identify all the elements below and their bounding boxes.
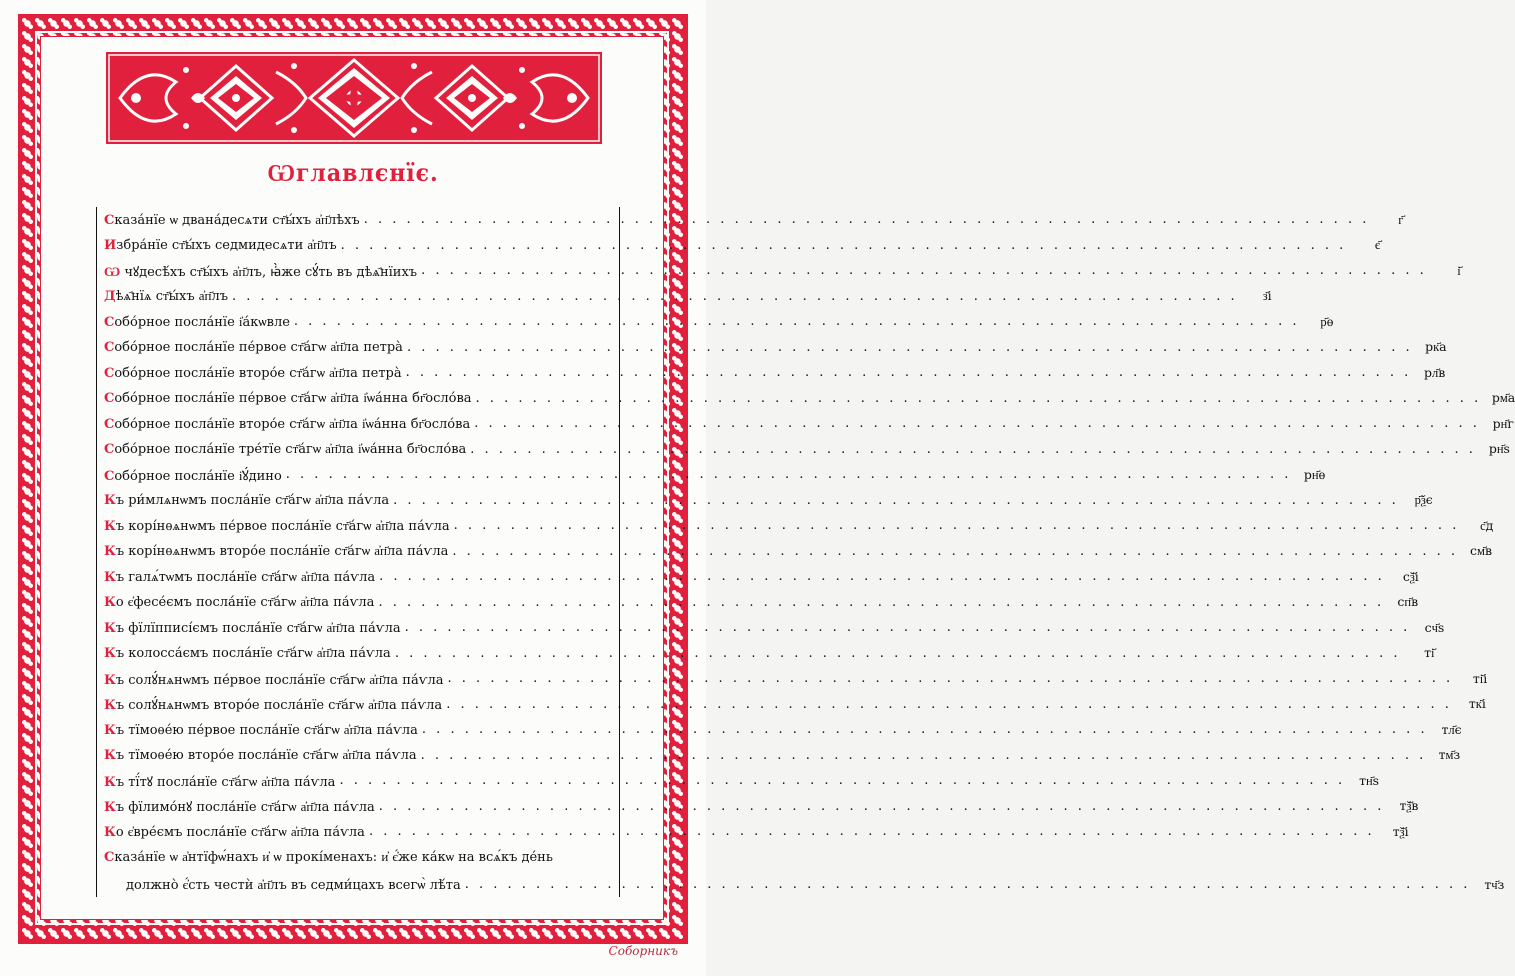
- toc-page-number: сч҃ѕ: [1424, 619, 1445, 635]
- toc-page-number: тн҃ѕ: [1359, 772, 1380, 788]
- toc-page-number: сп҃в: [1397, 594, 1419, 610]
- toc-entry-text: обо́рное посла́нїе і҆а́кѡвле: [114, 314, 290, 330]
- toc-entry-text: ъ солꙋ́нѧнѡмъ пе́рвое посла́нїе ст҃а́гѡ а҆п҃ла па́ѵла: [115, 672, 444, 688]
- toc-entry[interactable]: [104, 768, 1380, 794]
- toc-entry[interactable]: [104, 564, 1419, 590]
- dot-leader: . . . . . . . . . . . . . . . . . . . . . . . . . . . . . . . . . . . . . . . . . . . . . . . . . . . . . . . . . . . . . . . . . . . . . . .: [368, 824, 1375, 840]
- toc-entry-continuation[interactable]: [104, 872, 1505, 898]
- toc-entry-title: [104, 212, 360, 228]
- toc-entry-text: обо́рное посла́нїе второ́е ст҃а́гѡ а҆п҃ла і҆ѡа́нна бг҃осло́ва: [114, 416, 471, 432]
- dot-leader: . . . . . . . . . . . . . . . . . . . . . . . . . . . . . . . . . . . . . . . . . . . . . . . . . . . . . . . . . . . . . . . . . . . . . . .: [404, 620, 1411, 636]
- toc-page-number: тк҃і: [1468, 696, 1486, 712]
- toc-entry-title: [104, 797, 375, 815]
- dot-leader: . . . . . . . . . . . . . . . . . . . . . . . . . . . . . . . . . . . . . . . . . . . . . . . . . . . . . . . . . . . . . . . . . . . . . . .: [475, 390, 1482, 406]
- toc-entry[interactable]: [104, 258, 1461, 284]
- toc-page-number: тч҃з: [1484, 876, 1505, 892]
- toc-entry-initial: К: [104, 722, 116, 738]
- toc-page-number: рн҃г: [1492, 415, 1514, 431]
- toc-entry[interactable]: [104, 794, 1419, 820]
- toc-entry[interactable]: [104, 411, 1514, 437]
- toc-entry-title: [104, 237, 337, 253]
- toc-entry-title: [104, 518, 450, 534]
- toc-entry-title: [104, 824, 365, 840]
- dot-leader: . . . . . . . . . . . . . . . . . . . . . . . . . . . . . . . . . . . . . . . . . . . . . . . . . . . . . . . . . . . . . . . . . . . . . . .: [421, 263, 1427, 279]
- dot-leader: . . . . . . . . . . . . . . . . . . . . . . . . . . . . . . . . . . . . . . . . . . . . . . . . . . . . . . . . . . . . . . . . . . . . . . .: [464, 877, 1471, 893]
- toc-entry-text: обо́рное посла́нїе второ́е ст҃а́гѡ а҆п҃ла петра̀: [114, 365, 402, 381]
- toc-page-number: рк҃а: [1425, 339, 1447, 355]
- toc-page-number: з҃і: [1262, 288, 1272, 304]
- dot-leader: . . . . . . . . . . . . . . . . . . . . . . . . . . . . . . . . . . . . . . . . . . . . . . . . . . . . . . . . . . . . . . . . . . . . . . .: [394, 645, 1401, 661]
- toc-entry[interactable]: [104, 437, 1510, 463]
- toc-entry[interactable]: [104, 309, 1334, 335]
- toc-entry-title: [104, 722, 418, 738]
- toc-page-number: р҃ѳ: [1320, 313, 1334, 329]
- toc-page-number: тѯ҃в: [1399, 798, 1419, 814]
- toc-entry-initial: К: [104, 698, 116, 714]
- toc-entry[interactable]: [104, 743, 1461, 769]
- dot-leader: . . . . . . . . . . . . . . . . . . . . . . . . . . . . . . . . . . . . . . . . . . . . . . . . . . . . . . . . . . . . . . . . . . . . . . .: [378, 594, 1385, 610]
- toc-entry[interactable]: [104, 666, 1488, 692]
- toc-entry-title: [104, 441, 466, 457]
- toc-entry-initial: К: [104, 569, 116, 585]
- toc-entry-title: [104, 390, 472, 406]
- dot-leader: . . . . . . . . . . . . . . . . . . . . . . . . . . . . . . . . . . . . . . . . . . . . . . . . . . . . . . . . . . . . . . . . . . . . . . .: [285, 467, 1292, 483]
- toc-entry-text: каза́нїе ѡ двана́десѧти ст҃ы́хъ а҆п҃лѣхъ: [114, 212, 360, 228]
- toc-entry-initial: С: [104, 365, 115, 381]
- toc-entry-title: [104, 339, 403, 355]
- toc-entry-title: [104, 620, 401, 636]
- dot-leader: . . . . . . . . . . . . . . . . . . . . . . . . . . . . . . . . . . . . . . . . . . . . . . . . . . . . . . . . . . . . . . . . . . . . . . .: [405, 365, 1412, 381]
- dot-leader: . . . . . . . . . . . . . . . . . . . . . . . . . . . . . . . . . . . . . . . . . . . . . . . . . . . . . . . . . . . . . . . . . . . . . . .: [379, 569, 1385, 585]
- toc-page-number: р҃ѯє: [1414, 492, 1433, 508]
- page-title: Ѡглавлєнїє.: [267, 158, 439, 187]
- dot-leader: . . . . . . . . . . . . . . . . . . . . . . . . . . . . . . . . . . . . . . . . . . . . . . . . . . . . . . . . . . . . . . . . . . . . . . .: [378, 798, 1385, 814]
- toc-entry-title: [104, 569, 375, 585]
- table-of-contents: [96, 207, 1515, 897]
- dot-leader: . . . . . . . . . . . . . . . . . . . . . . . . . . . . . . . . . . . . . . . . . . . . . . . . . . . . . . . . . . . . . . . . . . . . . . .: [446, 696, 1452, 712]
- toc-page-number: і҃: [1457, 262, 1461, 278]
- toc-entry[interactable]: [104, 335, 1447, 361]
- signature-rest: оборникъ: [617, 944, 678, 958]
- toc-entry-title: [104, 466, 282, 484]
- toc-entry-initial: К: [104, 544, 116, 560]
- toc-entry-text: чꙋдесѣ́хъ ст҃ы́хъ а҆п҃лъ, ꙗ҆̀же сꙋ́ть въ дѣѧ҄нїихъ: [120, 264, 418, 280]
- toc-entry-text: обо́рное посла́нїе пе́рвое ст҃а́гѡ а҆п҃ла і҆ѡа́нна бг҃осло́ва: [114, 391, 472, 407]
- ornamental-headpiece: [106, 52, 602, 144]
- toc-page-number: рм҃а: [1491, 390, 1515, 406]
- toc-entry-text: каза́нїе ѡ а҆нтїфѡ́нахъ и҆ ѡ прокі́менахъ: и҆ є҆́же ка́кѡ на всѧ́къ де́нь: [114, 850, 553, 866]
- toc-page-number: тл҃є: [1441, 721, 1462, 737]
- toc-page-number: тѯ҃і: [1392, 823, 1409, 839]
- toc-entry[interactable]: [104, 819, 1409, 845]
- signature-mark: [609, 944, 678, 958]
- toc-entry-initial: С: [104, 468, 115, 484]
- toc-entry-title: [104, 594, 374, 610]
- toc-entry-initial: К: [104, 672, 116, 688]
- toc-entry-text: ъ тїмоѳе́ю второ́е посла́нїе ст҃а́гѡ а҆п҃ла па́ѵла: [115, 748, 417, 764]
- toc-entry-text: ѣѧ҄нїѧ ст҃ы́хъ а҆п҃лъ: [115, 289, 228, 305]
- toc-entry-text: о є҆вре́ємъ посла́нїе ст҃а́гѡ а҆п҃ла па́ѵла: [115, 824, 365, 840]
- toc-entry-initial: С: [104, 416, 115, 432]
- toc-entry-title: [104, 262, 417, 280]
- toc-page-number: є҃: [1374, 237, 1381, 253]
- toc-entry[interactable]: [104, 717, 1462, 743]
- toc-entry-title: [104, 747, 417, 763]
- toc-entry-title: [104, 849, 553, 865]
- toc-entry-text: обо́рное посла́нїе тре́тїе ст҃а́гѡ а҆п҃ла і҆ѡа́нна бг҃осло́ва: [114, 442, 467, 458]
- toc-entry-text-cont: должно̀ є҆́сть честѝ а҆п҃лъ въ седми́цахъ всегѡ̀ лѣ́та: [126, 877, 461, 893]
- dot-leader: . . . . . . . . . . . . . . . . . . . . . . . . . . . . . . . . . . . . . . . . . . . . . . . . . . . . . . . . . . . . . . . . . . . . . . .: [293, 314, 1300, 330]
- toc-entry-initial: С: [104, 212, 115, 228]
- toc-entry-initial: К: [104, 620, 116, 636]
- toc-entry[interactable]: [104, 207, 1404, 233]
- toc-entry-initial: К: [104, 493, 116, 509]
- toc-entry-text: ъ тї́тꙋ посла́нїе ст҃а́гѡ а҆п҃ла па́ѵла: [115, 774, 336, 790]
- toc-entry[interactable]: [104, 539, 1492, 565]
- toc-page-number: тм҃з: [1438, 747, 1461, 763]
- toc-entry-title: [104, 695, 442, 713]
- dot-leader: . . . . . . . . . . . . . . . . . . . . . . . . . . . . . . . . . . . . . . . . . . . . . . . . . . . . . . . . . . . . . . . . . . . . . . .: [452, 543, 1458, 559]
- toc-entry-initial: К: [104, 748, 116, 764]
- toc-entry-text: ъ солꙋ́нѧнѡмъ второ́е посла́нїе ст҃а́гѡ а҆п҃ла па́ѵла: [115, 698, 443, 714]
- toc-entry-initial: Д: [104, 289, 116, 305]
- toc-entry-title: [104, 288, 228, 304]
- toc-entry-text: ъ колосса́ємъ посла́нїе ст҃а́гѡ а҆п҃ла па́ѵла: [115, 646, 391, 662]
- toc-entry-initial: И: [104, 238, 117, 254]
- toc-page-number: рн҃ѕ: [1488, 441, 1510, 457]
- dot-leader: . . . . . . . . . . . . . . . . . . . . . . . . . . . . . . . . . . . . . . . . . . . . . . . . . . . . . . . . . . . . . . . . . . . . . . .: [474, 416, 1480, 432]
- toc-entry-initial: К: [104, 800, 116, 816]
- dot-leader: . . . . . . . . . . . . . . . . . . . . . . . . . . . . . . . . . . . . . . . . . . . . . . . . . . . . . . . . . . . . . . . . . . . . . . .: [447, 671, 1454, 687]
- signature-initial: С: [608, 944, 618, 958]
- toc-entry-text: о є҆фесе́ємъ посла́нїе ст҃а́гѡ а҆п҃ла па́ѵла: [115, 595, 375, 611]
- toc-entry-text: обо́рное посла́нїе пе́рвое ст҃а́гѡ а҆п҃ла петра̀: [114, 340, 403, 356]
- toc-entry[interactable]: [104, 462, 1326, 488]
- toc-entry-text: ъ фїлимо́нꙋ посла́нїе ст҃а́гѡ а҆п҃ла па́ѵла: [115, 800, 375, 816]
- toc-entry[interactable]: [104, 641, 1435, 667]
- toc-entry-title: [104, 772, 335, 790]
- toc-entry-title: [104, 314, 290, 330]
- toc-entry-text: ъ ри́млѧнѡмъ посла́нїе ст҃а́гѡ а҆п҃ла па́ѵла: [115, 493, 390, 509]
- toc-entry-title: [104, 492, 389, 508]
- toc-entry-text: ъ фїлїпписі́ємъ посла́нїе ст҃а́гѡ а҆п҃ла па́ѵла: [115, 620, 401, 636]
- toc-entry-text: ъ корі́нѳѧнѡмъ второ́е посла́нїе ст҃а́гѡ а҆п҃ла па́ѵла: [115, 544, 449, 560]
- toc-entry-initial: Ѡ: [104, 264, 121, 280]
- dot-leader: . . . . . . . . . . . . . . . . . . . . . . . . . . . . . . . . . . . . . . . . . . . . . . . . . . . . . . . . . . . . . . . . . . . . . . .: [339, 773, 1346, 789]
- toc-entry[interactable]: [104, 284, 1272, 310]
- toc-page-number: ті҃і: [1472, 670, 1488, 686]
- toc-entry-initial: К: [104, 518, 116, 534]
- toc-entry-initial: С: [104, 340, 115, 356]
- toc-entry-title: [104, 543, 448, 559]
- dot-leader: . . . . . . . . . . . . . . . . . . . . . . . . . . . . . . . . . . . . . . . . . . . . . . . . . . . . . . . . . . . . . . . . . . . . . . .: [420, 747, 1427, 763]
- toc-entry-text: обо́рное посла́нїе і҆ꙋ́дино: [114, 468, 282, 484]
- toc-entry[interactable]: [104, 386, 1515, 412]
- toc-page-number: см҃в: [1470, 543, 1492, 559]
- toc-entry-text: ъ галѧ́тѡмъ посла́нїе ст҃а́гѡ а҆п҃ла па́ѵла: [115, 569, 376, 585]
- dot-leader: . . . . . . . . . . . . . . . . . . . . . . . . . . . . . . . . . . . . . . . . . . . . . . . . . . . . . . . . . . . . . . . . . . . . . . .: [453, 518, 1460, 534]
- toc-entry-text: збра́нїе ст҃ы́хъ седмидесѧти а҆п҃лъ: [116, 238, 337, 254]
- toc-entry-initial: С: [104, 850, 115, 866]
- toc-entry[interactable]: [104, 488, 1433, 514]
- toc-entry[interactable]: [104, 692, 1486, 718]
- toc-page-number: г҃: [1398, 211, 1404, 227]
- toc-entry-title: [104, 645, 391, 661]
- toc-entry-title: [104, 416, 470, 432]
- toc-entry-initial: К: [104, 774, 116, 790]
- dot-leader: . . . . . . . . . . . . . . . . . . . . . . . . . . . . . . . . . . . . . . . . . . . . . . . . . . . . . . . . . . . . . . . . . . . . . . .: [363, 212, 1370, 228]
- toc-page-number: сѯ҃і: [1402, 568, 1419, 584]
- toc-entry-text: ъ тїмоѳе́ю пе́рвое посла́нїе ст҃а́гѡ а҆п҃ла па́ѵла: [115, 722, 418, 738]
- toc-entry[interactable]: [104, 360, 1446, 386]
- toc-entry-multiline[interactable]: [104, 845, 609, 871]
- toc-page-number: рн҃ѳ: [1303, 466, 1326, 482]
- toc-entry-title: [104, 670, 444, 688]
- toc-entry[interactable]: [104, 513, 1494, 539]
- toc-page-number: ті҃: [1424, 645, 1435, 661]
- dot-leader: . . . . . . . . . . . . . . . . . . . . . . . . . . . . . . . . . . . . . . . . . . . . . . . . . . . . . . . . . . . . . . . . . . . . . . .: [232, 288, 1238, 304]
- toc-page-number: с҃д: [1480, 517, 1494, 533]
- toc-entry-initial: С: [104, 314, 115, 330]
- dot-leader: . . . . . . . . . . . . . . . . . . . . . . . . . . . . . . . . . . . . . . . . . . . . . . . . . . . . . . . . . . . . . . . . . . . . . . .: [406, 339, 1413, 355]
- toc-entry-initial: К: [104, 824, 116, 840]
- toc-entry-initial: К: [104, 595, 116, 611]
- toc-entry-initial: С: [104, 442, 115, 458]
- toc-entry-text: ъ корі́нѳѧнѡмъ пе́рвое посла́нїе ст҃а́гѡ а҆п҃ла па́ѵла: [115, 518, 450, 534]
- toc-entry[interactable]: [104, 615, 1445, 641]
- toc-entry-initial: С: [104, 391, 115, 407]
- toc-entry[interactable]: [104, 590, 1419, 616]
- dot-leader: . . . . . . . . . . . . . . . . . . . . . . . . . . . . . . . . . . . . . . . . . . . . . . . . . . . . . . . . . . . . . . . . . . . . . . .: [340, 237, 1347, 253]
- toc-page-number: рл҃в: [1424, 364, 1446, 380]
- toc-entry[interactable]: [104, 233, 1381, 259]
- toc-entry-initial: К: [104, 646, 116, 662]
- toc-entry-title: [104, 365, 402, 381]
- dot-leader: . . . . . . . . . . . . . . . . . . . . . . . . . . . . . . . . . . . . . . . . . . . . . . . . . . . . . . . . . . . . . . . . . . . . . . .: [393, 492, 1399, 508]
- dot-leader: . . . . . . . . . . . . . . . . . . . . . . . . . . . . . . . . . . . . . . . . . . . . . . . . . . . . . . . . . . . . . . . . . . . . . . .: [421, 722, 1428, 738]
- dot-leader: . . . . . . . . . . . . . . . . . . . . . . . . . . . . . . . . . . . . . . . . . . . . . . . . . . . . . . . . . . . . . . . . . . . . . . .: [470, 441, 1476, 457]
